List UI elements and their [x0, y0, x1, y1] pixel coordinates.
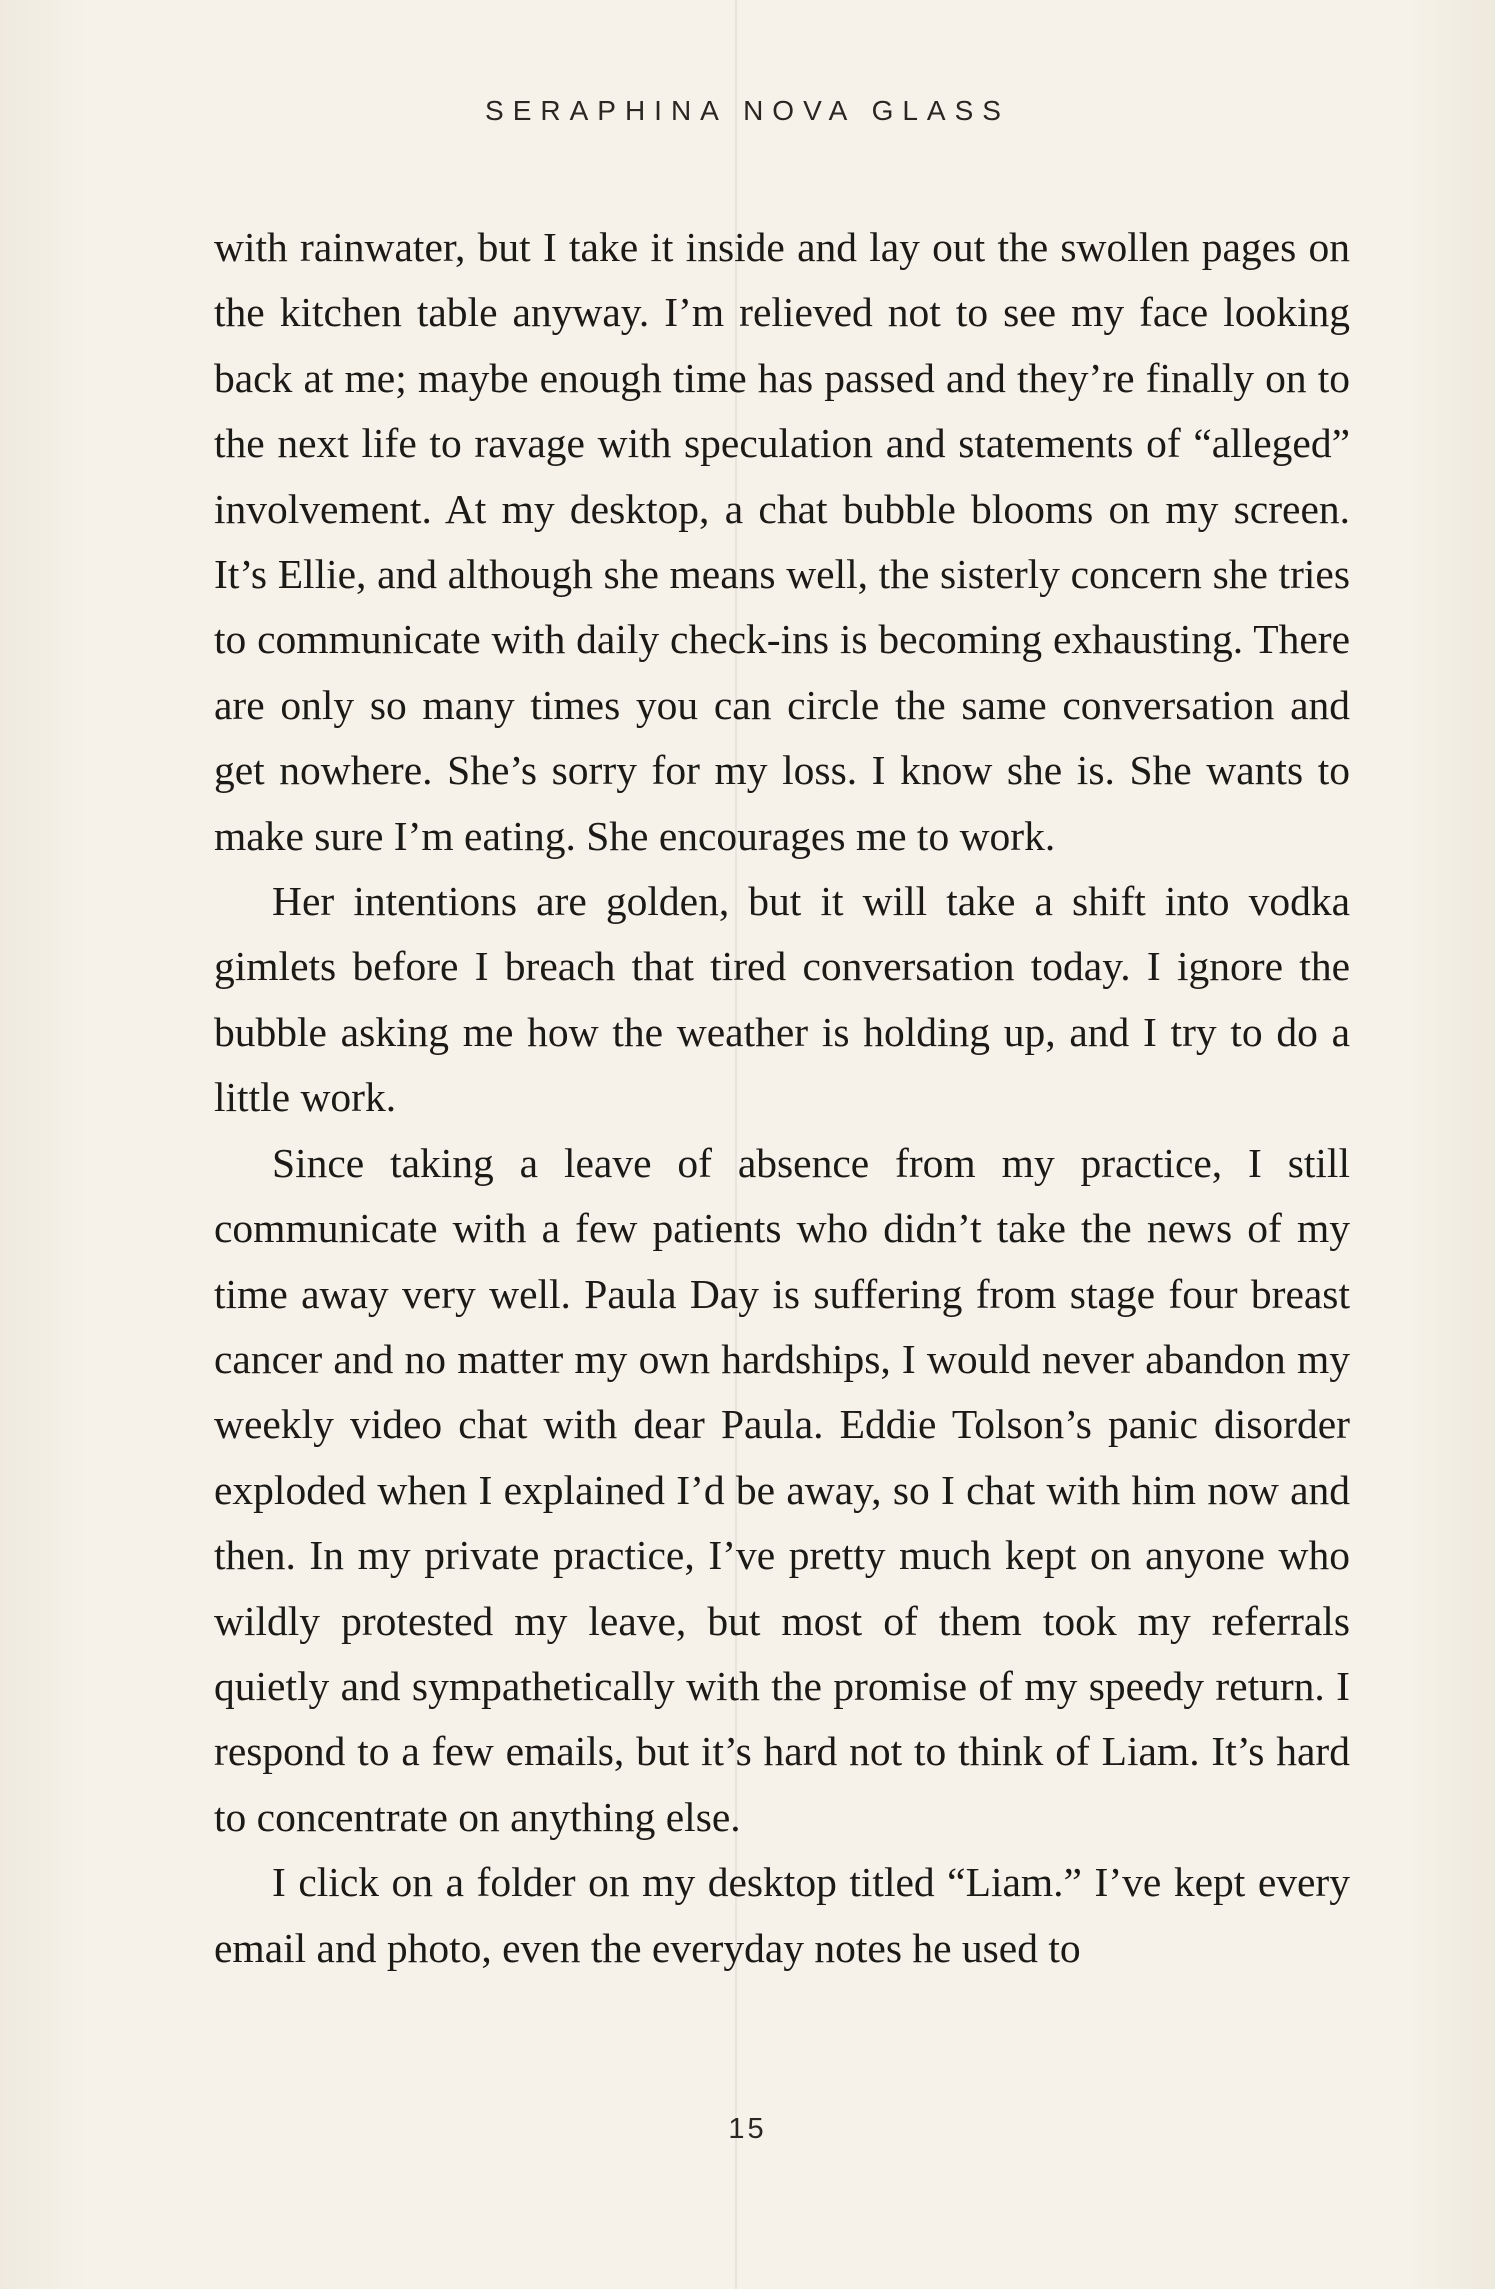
paragraph: Her intentions are golden, but it will take a shift into vodka gimlets before I breach that tired conversation today. I ignore the bubble asking me how the weather is holding up, and I try to do a little work. — [214, 878, 1350, 1121]
running-head: SERAPHINA NOVA GLASS — [485, 95, 1010, 126]
body-text — [214, 215, 1350, 1981]
page-number: 15 — [728, 2113, 767, 2145]
paragraph: with rainwater, but I take it inside and lay out the swollen pages on the kitchen table anyway. I’m relieved not to see my face looking back at me; maybe enough time has passed and they’re finally on to the next life to ravage with speculation and statements of “alleged” involvement. At my desktop, a chat bubble blooms on my screen. It’s Ellie, and although she means well, the sisterly concern she tries to communicate with daily check-ins is becoming exhausting. There are only so many times you can circle the same conversation and get nowhere. She’s sorry for my loss. I know she is. She wants to make sure I’m eating. She encourages me to work. — [214, 224, 1350, 859]
paragraph: I click on a folder on my desktop titled “Liam.” I’ve kept every email and photo, even the everyday notes he used to — [214, 1859, 1350, 1971]
paragraph: Since taking a leave of absence from my practice, I still communicate with a few patients who didn’t take the news of my time away very well. Paula Day is suffering from stage four breast cancer and no matter my own hardships, I would never abandon my weekly video chat with dear Paula. Eddie Tolson’s panic disorder exploded when I explained I’d be away, so I chat with him now and then. In my private practice, I’ve pretty much kept on anyone who wildly protested my leave, but most of them took my referrals quietly and sympathetically with the promise of my speedy return. I respond to a few emails, but it’s hard not to think of Liam. It’s hard to concentrate on anything else. — [214, 1139, 1350, 1840]
